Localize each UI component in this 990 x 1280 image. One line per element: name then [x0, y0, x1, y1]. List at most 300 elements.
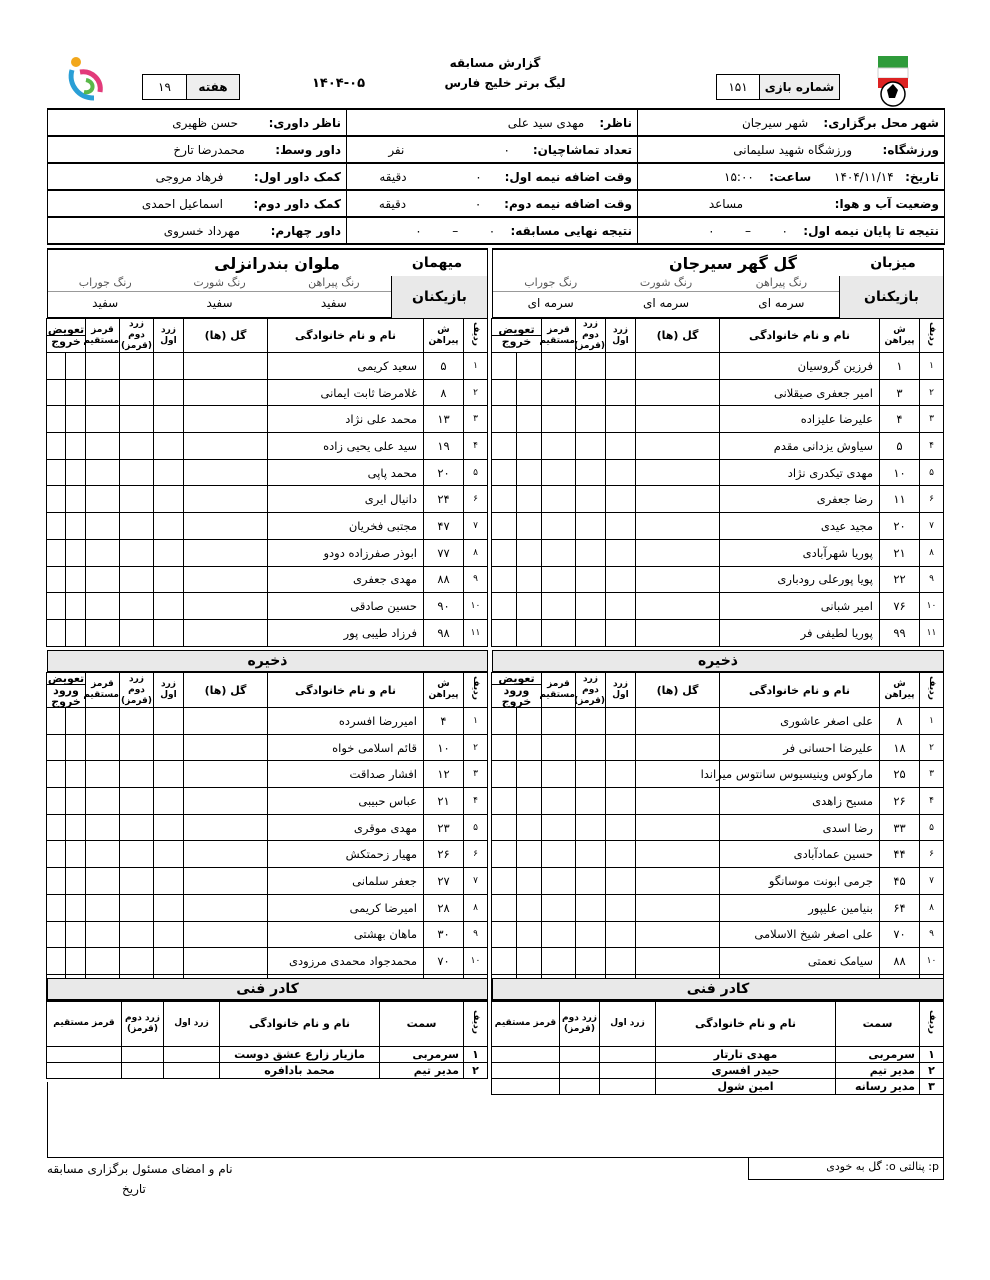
yellow-1 [164, 1063, 220, 1079]
goals [184, 708, 268, 735]
yellow-2 [122, 1047, 164, 1063]
yellow-1 [606, 539, 636, 566]
player-name: مهدی تیکدری نژاد [720, 459, 880, 486]
row-number: ۱۰ [920, 593, 944, 620]
away-reserves-band: ذخیره [47, 650, 488, 672]
sub-in [517, 539, 542, 566]
assistant-referee-2-cell: کمک داور دوم: اسماعیل احمدی [48, 190, 347, 217]
sub-out [492, 708, 517, 735]
player-name: علیرضا علیزاده [720, 406, 880, 433]
sub-in [517, 921, 542, 948]
player-row [47, 566, 488, 593]
player-name: محمد پاپی [268, 459, 424, 486]
home-starters-table [492, 318, 944, 647]
shirt-number: ۴۴ [880, 841, 920, 868]
yellow-1 [606, 379, 636, 406]
player-row [492, 708, 944, 735]
goals [636, 433, 720, 460]
yellow-1 [606, 814, 636, 841]
col-header: زرد دوم (قرمز) [560, 1001, 600, 1047]
red [542, 406, 576, 433]
yellow-2 [576, 566, 606, 593]
sub-out [47, 379, 66, 406]
yellow-2 [560, 1047, 600, 1063]
sub-in [517, 486, 542, 513]
sub-in [517, 841, 542, 868]
yellow-1 [154, 894, 184, 921]
yellow-1 [606, 566, 636, 593]
red [47, 1047, 122, 1063]
home-team-header [492, 248, 944, 318]
home-shirt-label: رنگ پیراهن [755, 276, 808, 289]
sub-out [47, 841, 66, 868]
sub-out [47, 894, 66, 921]
goals [636, 921, 720, 948]
sub-out [47, 566, 66, 593]
col-header: ش پیراهن [880, 319, 920, 353]
sub-out [47, 921, 66, 948]
red [86, 948, 120, 975]
col-header: ش پیراهن [424, 673, 464, 708]
referee-cell: داور وسط: محمدرضا تارخ [48, 136, 347, 163]
red [542, 353, 576, 380]
final-score-cell: نتیجه نهایی مسابقه: ۰ – ۰ [347, 217, 638, 244]
row-number: ۱۰ [464, 948, 488, 975]
sub-out [492, 894, 517, 921]
shirt-number: ۲۲ [880, 566, 920, 593]
yellow-2 [576, 841, 606, 868]
shirt-number: ۹۰ [424, 593, 464, 620]
yellow-1 [154, 433, 184, 460]
sub-in [517, 459, 542, 486]
player-row [492, 433, 944, 460]
col-header: ش پیراهن [424, 319, 464, 353]
red [86, 486, 120, 513]
sub-in [66, 406, 86, 433]
yellow-2 [576, 379, 606, 406]
shirt-number: ۳ [880, 379, 920, 406]
red [542, 459, 576, 486]
player-row [492, 734, 944, 761]
sub-out [492, 734, 517, 761]
yellow-2 [120, 593, 154, 620]
player-name: امیر جعفری صیقلانی [720, 379, 880, 406]
assistant-referee-1-cell: کمک داور اول: فرهاد مروجی [48, 163, 347, 190]
player-row [492, 948, 944, 975]
away-role: میهمان [411, 255, 463, 271]
player-row [492, 406, 944, 433]
goals [636, 894, 720, 921]
goals [184, 406, 268, 433]
shirt-number: ۲۷ [424, 868, 464, 895]
match-number-value: ۱۵۱ [716, 74, 760, 100]
col-header: ش پیراهن [880, 673, 920, 708]
sub-out [492, 459, 517, 486]
red [542, 566, 576, 593]
yellow-1 [606, 868, 636, 895]
sub-in [517, 353, 542, 380]
player-name: سعید کریمی [268, 353, 424, 380]
goals [636, 841, 720, 868]
sub-out [47, 406, 66, 433]
yellow-1 [154, 513, 184, 540]
yellow-1 [606, 593, 636, 620]
shirt-number: ۴۷ [424, 513, 464, 540]
player-name: پوریا لطیفی فر [720, 619, 880, 646]
sub-in [517, 814, 542, 841]
home-socks-label: رنگ جوراب [524, 276, 578, 289]
shirt-number: ۸ [880, 708, 920, 735]
goals [636, 708, 720, 735]
red [86, 734, 120, 761]
home-shirt-color: سرمه ای [758, 296, 805, 310]
player-name: مجتبی فخریان [268, 513, 424, 540]
yellow-1 [154, 459, 184, 486]
staff-role: مدیر رسانه [836, 1079, 920, 1095]
player-name: ابوذر صفرزاده دودو [268, 539, 424, 566]
stadium-cell: ورزشگاه: ورزشگاه شهید سلیمانی [638, 136, 945, 163]
shirt-number: ۱۸ [880, 734, 920, 761]
yellow-2 [120, 353, 154, 380]
yellow-2 [120, 486, 154, 513]
week-label: هفته [186, 74, 240, 100]
col-header: نام و نام خانوادگی [268, 673, 424, 708]
shirt-number: ۷۰ [880, 921, 920, 948]
sub-in [66, 619, 86, 646]
goals [636, 379, 720, 406]
shirt-number: ۹۹ [880, 619, 920, 646]
home-socks-color: سرمه ای [527, 296, 574, 310]
yellow-1 [606, 948, 636, 975]
away-staff-table [47, 1000, 488, 1079]
player-name: غلامرضا ثابت ایمانی [268, 379, 424, 406]
sub-out [492, 814, 517, 841]
row-number: ۲ [920, 734, 944, 761]
signature-date-label: تاریخ [122, 1182, 146, 1196]
sub-in [66, 459, 86, 486]
yellow-2 [576, 539, 606, 566]
red [86, 513, 120, 540]
col-header: زرد اول [164, 1001, 220, 1047]
row-number: ۷ [920, 513, 944, 540]
yellow-1 [154, 619, 184, 646]
sub-out [492, 868, 517, 895]
red [542, 513, 576, 540]
col-header: زرد اول [154, 319, 184, 353]
red [86, 433, 120, 460]
player-row [47, 513, 488, 540]
sub-out [47, 513, 66, 540]
sub-in [66, 761, 86, 788]
row-number: ۴ [920, 433, 944, 460]
sub-out [492, 921, 517, 948]
red [542, 593, 576, 620]
away-team-header [47, 248, 488, 318]
shirt-number: ۴۵ [880, 868, 920, 895]
yellow-1 [154, 788, 184, 815]
yellow-2 [576, 761, 606, 788]
col-header: ردیف [920, 673, 944, 708]
red [86, 379, 120, 406]
col-header: زرد اول [606, 673, 636, 708]
yellow-2 [120, 761, 154, 788]
signature-label: نام و امضای مسئول برگزاری مسابقه [47, 1162, 233, 1176]
sub-out [47, 948, 66, 975]
staff-name: امین شول [656, 1079, 836, 1095]
sub-out [47, 814, 66, 841]
yellow-1 [606, 619, 636, 646]
away-reserves-table [47, 672, 488, 1002]
yellow-1 [154, 539, 184, 566]
row-number: ۲ [920, 1063, 944, 1079]
red [542, 841, 576, 868]
col-header: ردیف [920, 1001, 944, 1047]
row-number: ۱ [464, 708, 488, 735]
player-row [492, 593, 944, 620]
red [86, 593, 120, 620]
yellow-2 [576, 734, 606, 761]
shirt-number: ۱۰ [424, 734, 464, 761]
yellow-2 [576, 708, 606, 735]
shirt-number: ۱۰ [880, 459, 920, 486]
away-socks-color: سفید [92, 296, 119, 310]
yellow-2 [120, 379, 154, 406]
yellow-1 [154, 593, 184, 620]
col-header: گل (ها) [636, 673, 720, 708]
observer-cell: ناظر: مهدی سید علی [347, 109, 638, 136]
player-row [47, 459, 488, 486]
player-name: محمدجواد محمدی مرزودی [268, 948, 424, 975]
shirt-number: ۸۸ [424, 566, 464, 593]
col-header: زرد دوم (قرمز) [574, 319, 605, 351]
fourth-official-cell: داور چهارم: مهرداد خسروی [48, 217, 347, 244]
player-row [492, 619, 944, 646]
staff-row [47, 1047, 488, 1063]
player-row [47, 921, 488, 948]
col-header: قرمز مستقیم [542, 673, 576, 708]
row-number: ۷ [920, 868, 944, 895]
row-number: ۱۱ [920, 619, 944, 646]
away-starters-table [47, 318, 488, 647]
yellow-1 [154, 486, 184, 513]
yellow-1 [606, 921, 636, 948]
sub-out [47, 619, 66, 646]
player-name: جرمی ابونت موسانگو [720, 868, 880, 895]
match-date: ۱۴۰۴-۰۵ [312, 76, 366, 91]
shirt-number: ۲۸ [424, 894, 464, 921]
player-name: علیرضا احسانی فر [720, 734, 880, 761]
yellow-2 [576, 868, 606, 895]
red [542, 921, 576, 948]
shirt-number: ۲۰ [424, 459, 464, 486]
player-name: افشار صداقت [268, 761, 424, 788]
sub-in [517, 379, 542, 406]
sub-in [517, 619, 542, 646]
player-name: مهدی جعفری [268, 566, 424, 593]
yellow-2 [120, 734, 154, 761]
yellow-2 [120, 841, 154, 868]
shirt-number: ۲۶ [880, 788, 920, 815]
away-shirt-color: سفید [320, 296, 347, 310]
sub-out [492, 486, 517, 513]
row-number: ۲ [464, 734, 488, 761]
yellow-2 [560, 1063, 600, 1079]
col-header: گل (ها) [184, 673, 268, 708]
col-header: ردیف [464, 319, 488, 353]
sub-out [47, 539, 66, 566]
goals [184, 539, 268, 566]
row-number: ۱ [920, 353, 944, 380]
shirt-number: ۵ [880, 433, 920, 460]
shirt-number: ۳۳ [880, 814, 920, 841]
yellow-2 [120, 406, 154, 433]
sub-in [517, 788, 542, 815]
goals [184, 593, 268, 620]
match-number-label: شماره بازی [759, 74, 840, 100]
home-shorts-label: رنگ شورت [639, 276, 693, 289]
player-row [47, 619, 488, 646]
red [86, 894, 120, 921]
player-row [47, 948, 488, 975]
row-number: ۸ [464, 894, 488, 921]
col-header: نام و نام خانوادگی [220, 1001, 380, 1047]
goals [636, 593, 720, 620]
home-players-label: بازیکنان [839, 276, 943, 318]
red [86, 868, 120, 895]
staff-name: محمد بادافره [220, 1063, 380, 1079]
yellow-1 [606, 734, 636, 761]
sub-in [517, 708, 542, 735]
goals [636, 539, 720, 566]
red [86, 539, 120, 566]
col-header: ردیف [464, 673, 488, 708]
yellow-2 [576, 948, 606, 975]
red [542, 868, 576, 895]
player-name: جعفر سلمانی [268, 868, 424, 895]
col-header: نام و نام خانوادگی [268, 319, 424, 353]
red [542, 761, 576, 788]
sub-in [66, 708, 86, 735]
shirt-number: ۷۶ [880, 593, 920, 620]
away-team-name: ملوان بندرانزلی [214, 253, 340, 273]
sub-in [517, 894, 542, 921]
shirt-number: ۵ [424, 353, 464, 380]
red [542, 486, 576, 513]
row-number: ۴ [920, 788, 944, 815]
sub-in [517, 868, 542, 895]
goals [636, 619, 720, 646]
yellow-2 [120, 433, 154, 460]
player-name: حسین عمادآبادی [720, 841, 880, 868]
row-number: ۵ [464, 459, 488, 486]
row-number: ۸ [464, 539, 488, 566]
league-name: لیگ برتر خلیج فارس [444, 76, 566, 90]
row-number: ۱۰ [464, 593, 488, 620]
row-number: ۶ [464, 841, 488, 868]
goals [636, 734, 720, 761]
player-row [47, 353, 488, 380]
sub-out [47, 868, 66, 895]
red [542, 788, 576, 815]
away-staff-band: کادر فنی [47, 978, 488, 1000]
player-name: سید علی یحیی زاده [268, 433, 424, 460]
shirt-number: ۷۷ [424, 539, 464, 566]
yellow-2 [120, 619, 154, 646]
yellow-1 [606, 406, 636, 433]
red [542, 433, 576, 460]
col-header-substitution: تعویض خروج [492, 319, 542, 353]
red [86, 619, 120, 646]
player-name: عباس حبیبی [268, 788, 424, 815]
red [86, 921, 120, 948]
shirt-number: ۲۱ [424, 788, 464, 815]
col-header-substitution: تعویض ورود خروج [47, 672, 85, 708]
col-header: گل (ها) [636, 319, 720, 353]
sub-out [47, 353, 66, 380]
row-number: ۴ [464, 433, 488, 460]
home-team-name: گل گهر سیرجان [669, 253, 797, 273]
staff-role: مدیر تیم [380, 1063, 464, 1079]
sub-out [492, 406, 517, 433]
player-row [492, 566, 944, 593]
goals [184, 841, 268, 868]
sub-in [66, 353, 86, 380]
added-time-2-cell: وقت اضافه نیمه دوم: ۰ دقیقه [347, 190, 638, 217]
row-number: ۳ [464, 406, 488, 433]
sub-out [47, 486, 66, 513]
away-socks-label: رنگ جوراب [78, 276, 132, 289]
goals [184, 566, 268, 593]
yellow-1 [154, 814, 184, 841]
row-number: ۴ [464, 788, 488, 815]
sub-in [517, 513, 542, 540]
away-shorts-color: سفید [206, 296, 233, 310]
yellow-2 [120, 894, 154, 921]
col-header: ردیف [464, 1001, 488, 1047]
row-number: ۸ [920, 539, 944, 566]
sub-out [492, 619, 517, 646]
goals [636, 814, 720, 841]
row-number: ۲ [920, 379, 944, 406]
goals [184, 379, 268, 406]
row-number: ۳ [920, 761, 944, 788]
col-header-substitution: تعویض خروج [47, 319, 86, 353]
staff-row [47, 1063, 488, 1079]
sub-out [492, 948, 517, 975]
player-name: ماهان بهشتی [268, 921, 424, 948]
red [542, 379, 576, 406]
red [86, 761, 120, 788]
goals [184, 868, 268, 895]
red [542, 619, 576, 646]
yellow-1 [154, 566, 184, 593]
goals [636, 868, 720, 895]
red [86, 353, 120, 380]
goals [184, 788, 268, 815]
yellow-1 [606, 761, 636, 788]
player-name: رضا جعفری [720, 486, 880, 513]
player-row [47, 593, 488, 620]
goals [636, 513, 720, 540]
staff-name: مهدی تارتار [656, 1047, 836, 1063]
away-shorts-label: رنگ شورت [193, 276, 246, 289]
yellow-2 [576, 486, 606, 513]
row-number: ۱۰ [920, 948, 944, 975]
player-row [47, 379, 488, 406]
row-number: ۵ [464, 814, 488, 841]
player-row [492, 894, 944, 921]
player-name: مهدی موقری [268, 814, 424, 841]
